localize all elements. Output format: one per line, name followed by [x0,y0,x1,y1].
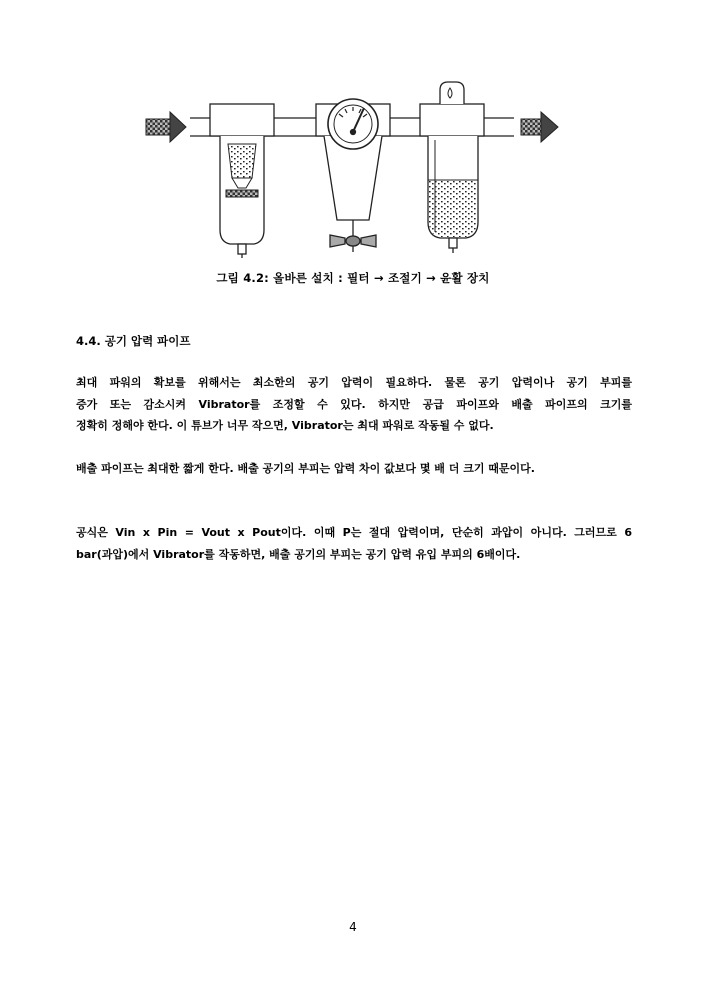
paragraph-line: 정확히 정해야 한다. 이 튜브가 너무 작으면, Vibrator는 최대 파워로 작동될 수 없다. [76,419,494,432]
paragraph-line: 배출 파이프는 최대한 짧게 한다. 배출 공기의 부피는 압력 차이 값보다 몇 배 더 크기 때문이다. [76,462,535,475]
paragraph-pipe-sizing [76,372,632,437]
page-number: 4 [349,920,357,934]
figure-frl-unit [140,70,570,266]
regulator-unit [316,99,390,252]
filter-unit [210,104,274,258]
paragraph-line: 공식은 Vin x Pin = Vout x Pout이다. 이때 P는 절대 압력이며, 단순히 과압이 아니다. 그러므로 6 [76,526,632,539]
paragraph-line: bar(과압)에서 Vibrator를 작동하면, 배출 공기의 부피는 공기 압력 유입 부피의 6배이다. [76,547,521,561]
lubricator-unit [420,82,484,253]
paragraph-line: 최대 파워의 확보를 위해서는 최소한의 공기 압력이 필요하다. 물론 공기 압력이나 공기 부피를 [76,376,632,389]
filter-regulator-lubricator-diagram [140,70,570,266]
paragraph-line: 증가 또는 감소시켜 Vibrator를 조정할 수 있다. 하지만 공급 파이프와 배출 파이프의 크기를 [76,397,632,411]
figure-caption: 그림 4.2: 올바른 설치 : 필터 → 조절기 → 윤활 장치 [216,271,490,285]
inlet-arrow-icon [146,112,186,142]
paragraph-formula [76,522,632,565]
section-heading: 4.4. 공기 압력 파이프 [76,334,191,348]
paragraph-exhaust-pipe [76,458,632,480]
outlet-arrow-icon [521,112,558,142]
